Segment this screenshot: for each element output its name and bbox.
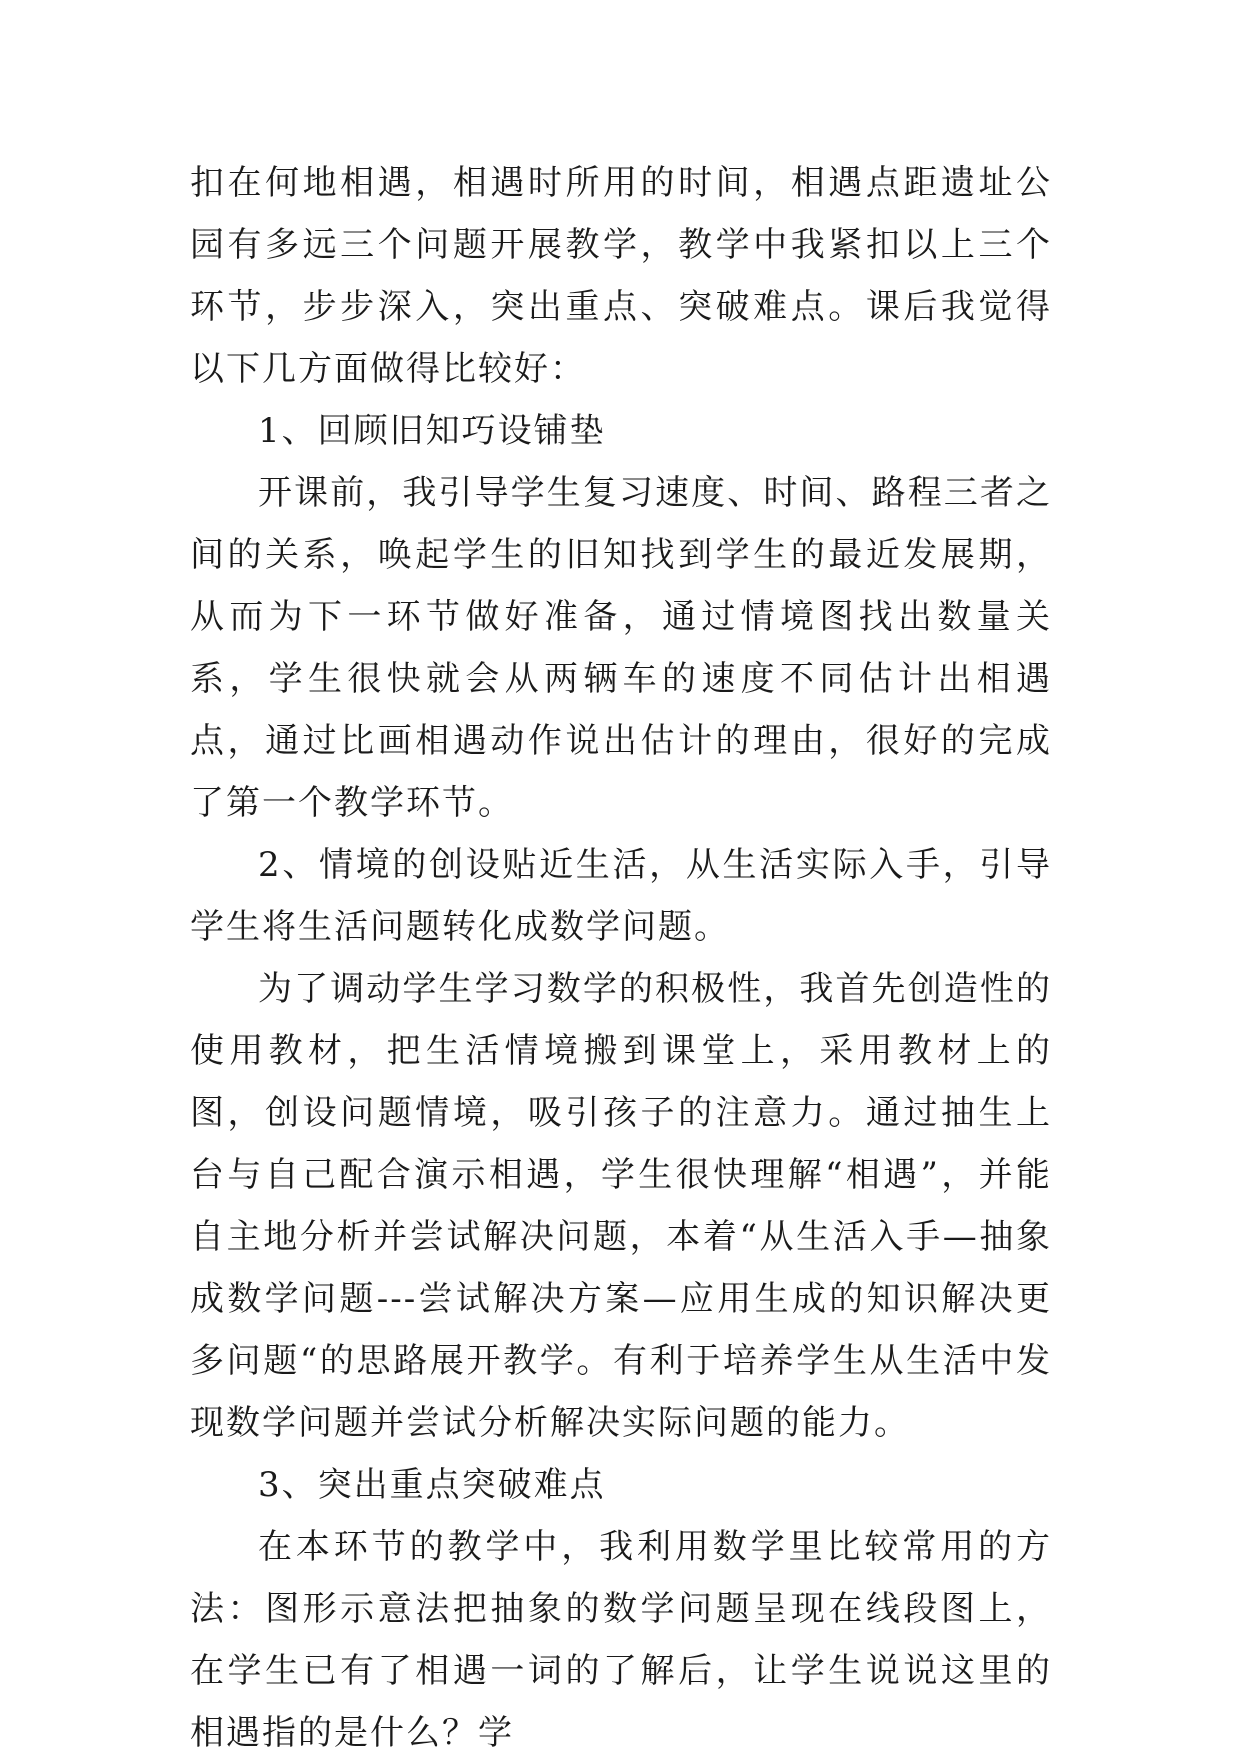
document-body xyxy=(190,152,1052,1764)
heading-key-points: 3、突出重点突破难点 xyxy=(258,1465,606,1505)
paragraph-continuation: 扣在何地相遇，相遇时所用的时间，相遇点距遗址公园有多远三个问题开展教学，教学中我紧扣以上三个环节，步步深入，突出重点、突破难点。课后我觉得以下几方面做得比较好： xyxy=(190,163,1052,389)
paragraph-key-points: 在本环节的教学中，我利用数学里比较常用的方法：图形示意法把抽象的数学问题呈现在线段图上，在学生已有了相遇一词的了解后，让学生说说这里的相遇指的是什么？学 xyxy=(190,1527,1052,1753)
paragraph-situation: 为了调动学生学习数学的积极性，我首先创造性的使用教材，把生活情境搬到课堂上，采用教材上的图，创设问题情境，吸引孩子的注意力。通过抽生上台与自己配合演示相遇，学生很快理解“相遇”，并能自主地分析并尝试解决问题，本着“从生活入手—抽象成数学问题---尝试解决方案—应用生成的知识解决更多问题“的思路展开教学。有利于培养学生从生活中发现数学问题并尝试分析解决实际问题的能力。 xyxy=(190,969,1052,1443)
heading-review-old-knowledge: 1、回顾旧知巧设铺垫 xyxy=(258,411,606,451)
paragraph-review: 开课前，我引导学生复习速度、时间、路程三者之间的关系，唤起学生的旧知找到学生的最近发展期，从而为下一环节做好准备，通过情境图找出数量关系，学生很快就会从两辆车的速度不同估计出相遇点，通过比画相遇动作说出估计的理由，很好的完成了第一个教学环节。 xyxy=(190,473,1052,823)
heading-situation-creation: 2、情境的创设贴近生活，从生活实际入手，引导学生将生活问题转化成数学问题。 xyxy=(190,845,1052,947)
